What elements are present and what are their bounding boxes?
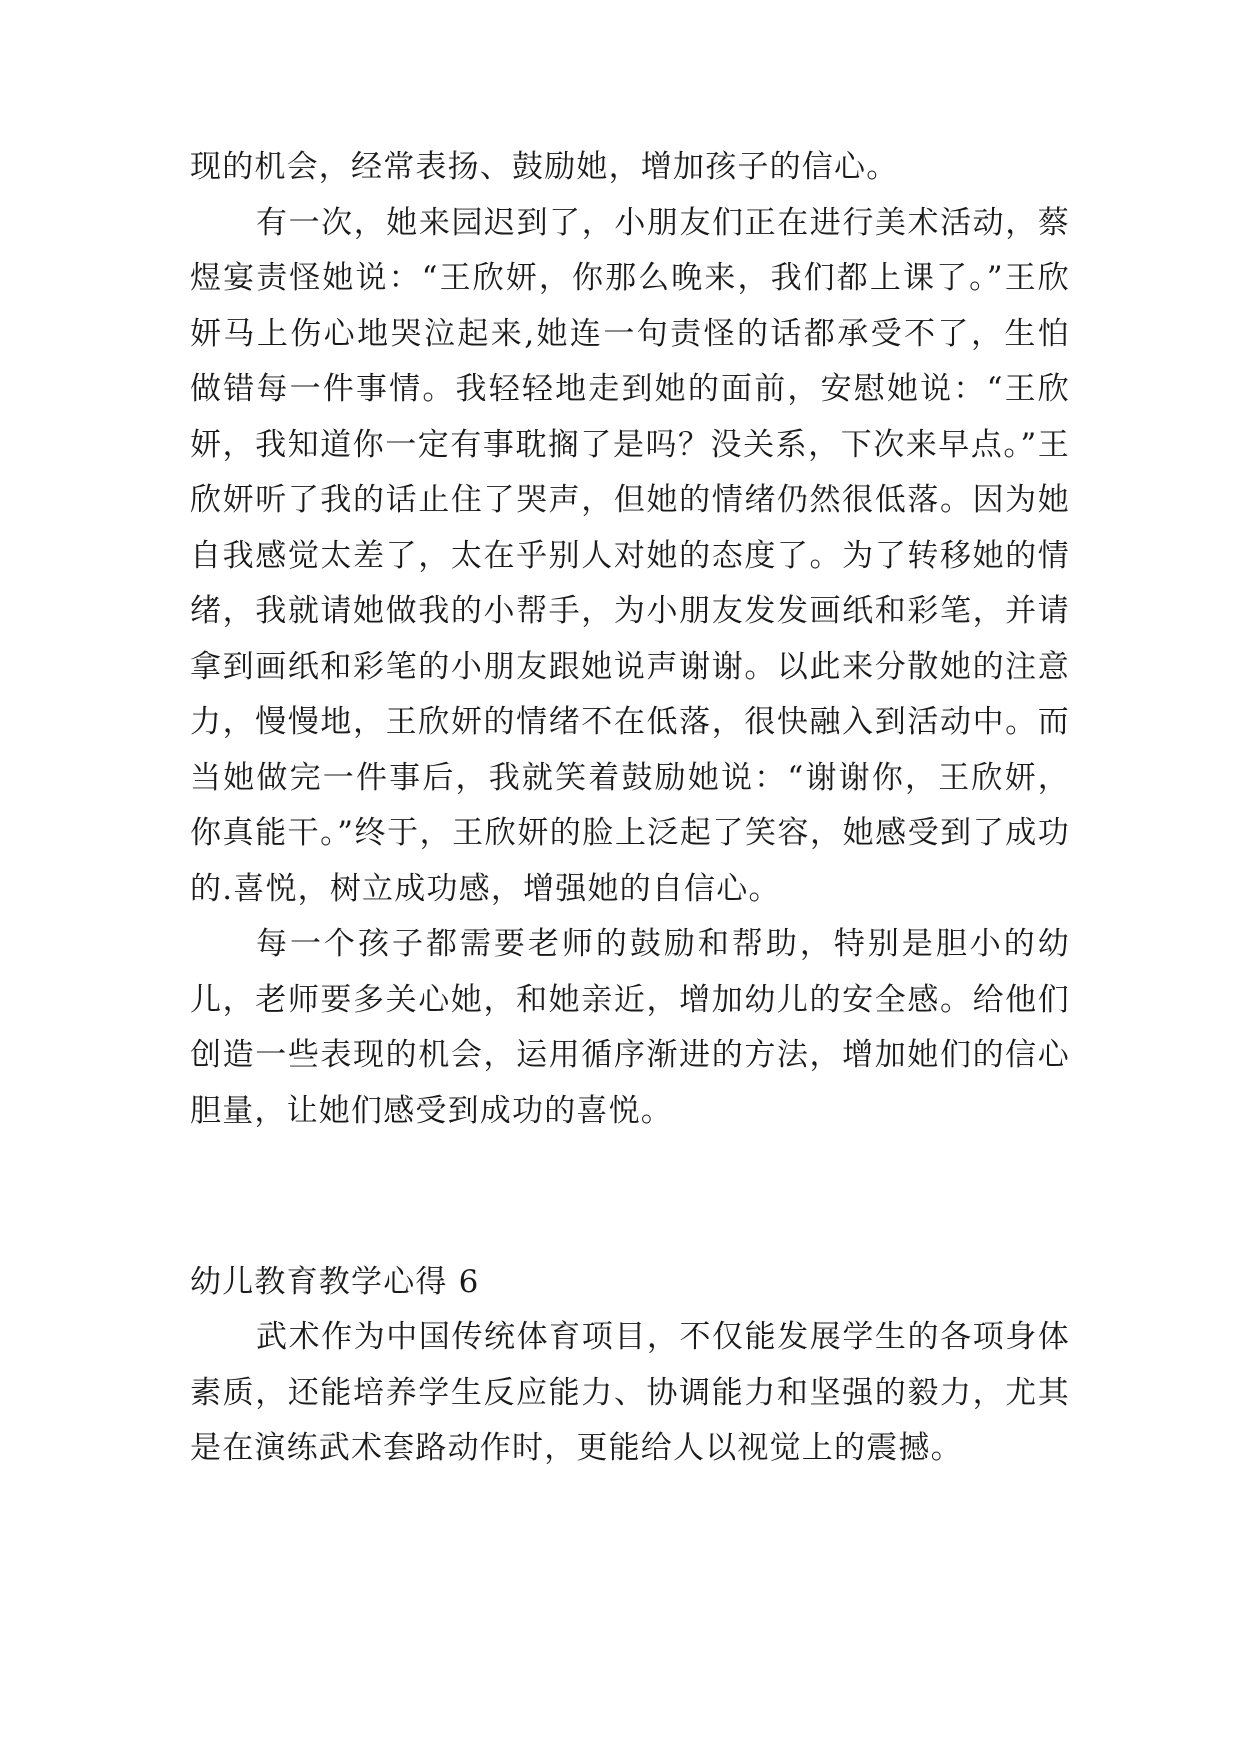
story-paragraph: 有一次，她来园迟到了，小朋友们正在进行美术活动，蔡煜宴责怪她说：“王欣妍，你那么晚来，我们都上课了。”王欣妍马上伤心地哭泣起来,她连一句责怪的话都承受不了，生怕做错每一件事情。我轻轻地走到她的面前，安慰她说：“王欣妍，我知道你一定有事耽搁了是吗？没关系，下次来早点。”王欣妍听了我的话止住了哭声，但她的情绪仍然很低落。因为她自我感觉太差了，太在乎别人对她的态度了。为了转移她的情绪，我就请她做我的小帮手，为小朋友发发画纸和彩笔，并请拿到画纸和彩笔的小朋友跟她说声谢谢。以此来分散她的注意力，慢慢地，王欣妍的情绪不在低落，很快融入到活动中。而当她做完一件事后，我就笑着鼓励她说：“谢谢你，王欣妍，你真能干。”终于，王欣妍的脸上泛起了笑容，她感受到了成功的.喜悦，树立成功感，增强她的自信心。 <box>190 204 1070 907</box>
body-text-upper <box>190 140 1070 1139</box>
body-text-lower <box>190 1310 1070 1477</box>
summary-paragraph: 每一个孩子都需要老师的鼓励和帮助，特别是胆小的幼儿，老师要多关心她，和她亲近，增加幼儿的安全感。给他们创造一些表现的机会，运用循序渐进的方法，增加她们的信心胆量，让她们感受到成功的喜悦。 <box>190 926 1070 1129</box>
section-paragraph: 武术作为中国传统体育项目，不仅能发展学生的各项身体素质，还能培养学生反应能力、协调能力和坚强的毅力，尤其是在演练武术套路动作时，更能给人以视觉上的震撼。 <box>190 1319 1070 1466</box>
continuation-paragraph: 现的机会，经常表扬、鼓励她，增加孩子的信心。 <box>190 149 899 185</box>
section-heading: 幼儿教育教学心得 6 <box>190 1264 480 1300</box>
